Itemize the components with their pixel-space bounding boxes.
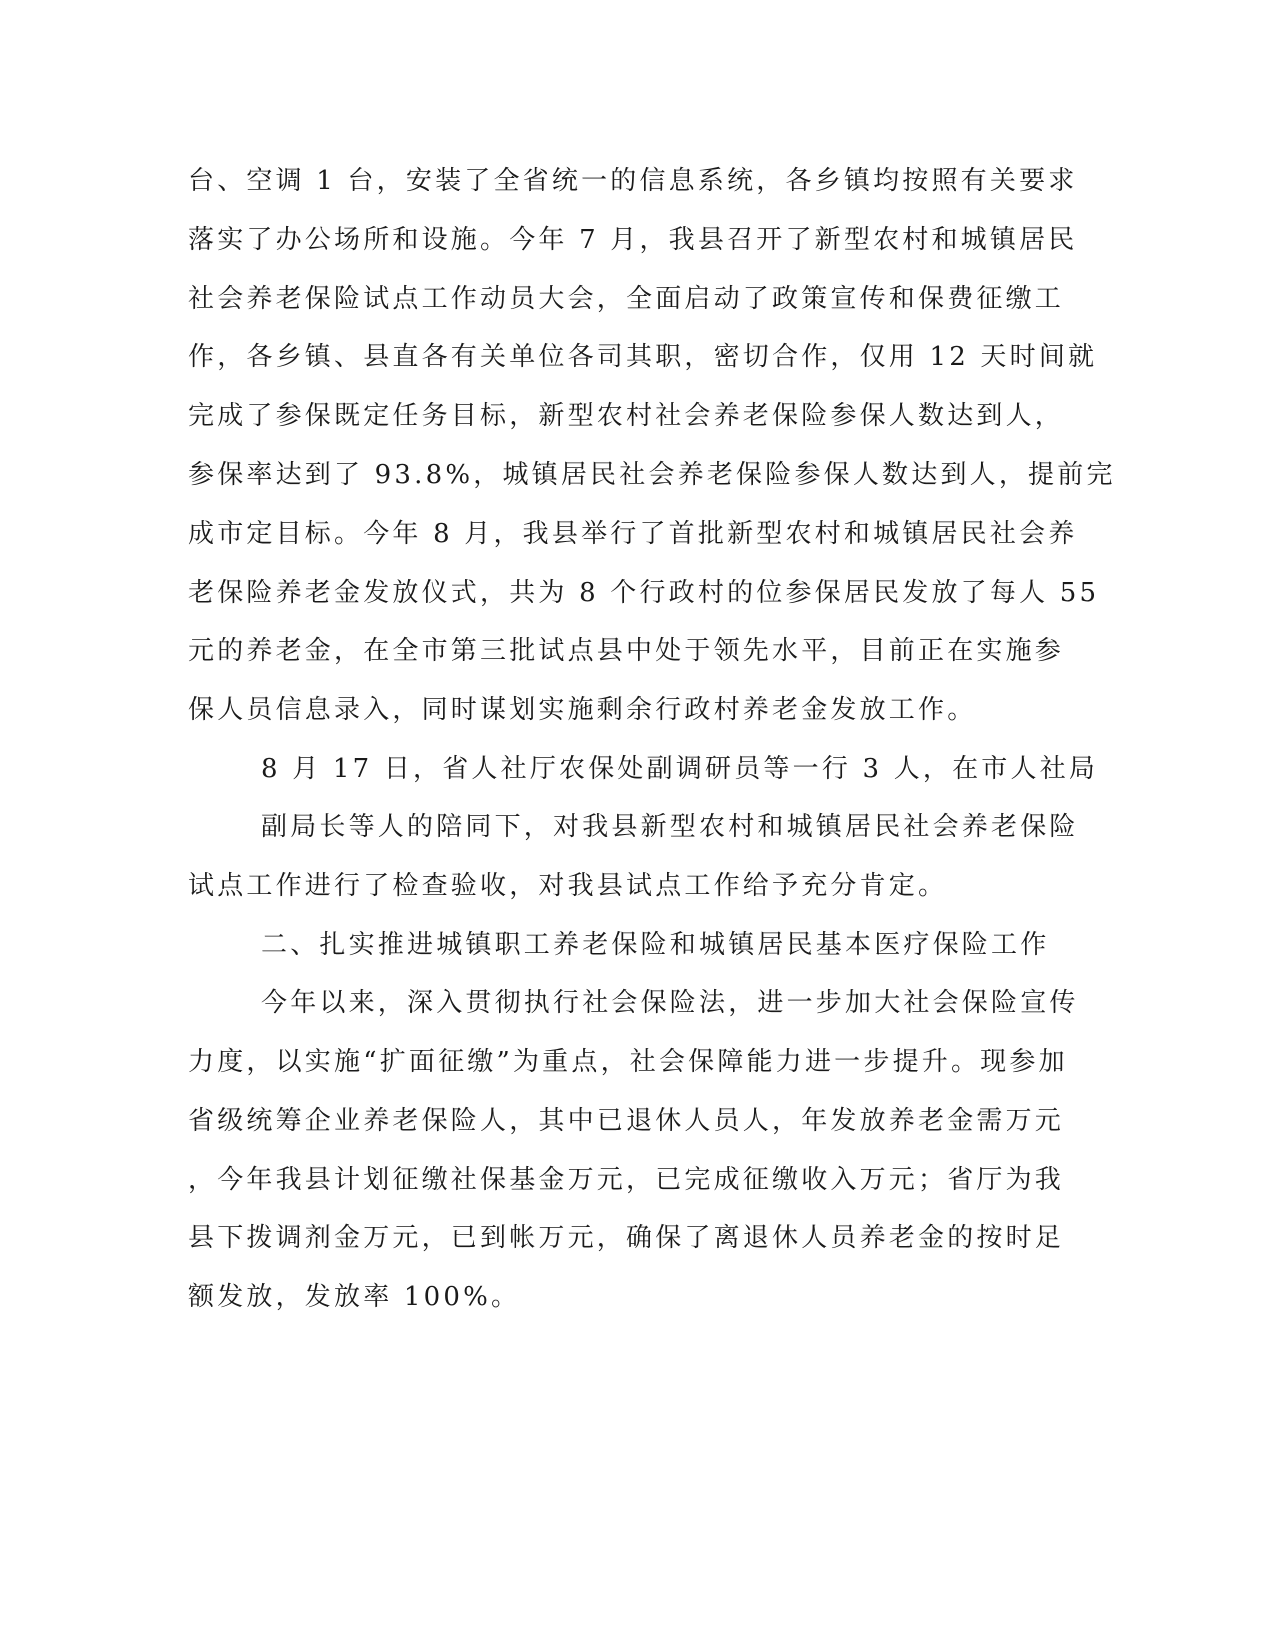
text-line: 台、空调 1 台，安装了全省统一的信息系统，各乡镇均按照有关要求 <box>188 166 1078 196</box>
text-line: 作，各乡镇、县直各有关单位各司其职，密切合作，仅用 12 天时间就 <box>188 342 1098 372</box>
text-line: 参保率达到了 93.8%，城镇居民社会养老保险参保人数达到人，提前完 <box>188 460 1116 490</box>
text-line: 副局长等人的陪同下，对我县新型农村和城镇居民社会养老保险 <box>261 812 1079 842</box>
text-line: 力度，以实施“扩面征缴”为重点，社会保障能力进一步提升。现参加 <box>188 1047 1068 1077</box>
text-line: 县下拨调剂金万元，已到帐万元，确保了离退休人员养老金的按时足 <box>188 1223 1065 1253</box>
text-line: ，今年我县计划征缴社保基金万元，已完成征缴收入万元；省厅为我 <box>188 1165 1065 1195</box>
text-line: 今年以来，深入贯彻执行社会保险法，进一步加大社会保险宣传 <box>261 988 1079 1018</box>
section-heading: 二、扎实推进城镇职工养老保险和城镇居民基本医疗保险工作 <box>261 930 1050 960</box>
text-line: 省级统筹企业养老保险人，其中已退休人员人，年发放养老金需万元 <box>188 1106 1065 1136</box>
text-line: 试点工作进行了检查验收，对我县试点工作给予充分肯定。 <box>188 871 948 901</box>
text-line: 老保险养老金发放仪式，共为 8 个行政村的位参保居民发放了每人 55 <box>188 578 1100 608</box>
text-line: 社会养老保险试点工作动员大会，全面启动了政策宣传和保费征缴工 <box>188 284 1065 314</box>
text-line: 完成了参保既定任务目标，新型农村社会养老保险参保人数达到人， <box>188 401 1065 431</box>
text-line: 元的养老金，在全市第三批试点县中处于领先水平，目前正在实施参 <box>188 636 1065 666</box>
text-line: 落实了办公场所和设施。今年 7 月，我县召开了新型农村和城镇居民 <box>188 225 1078 255</box>
text-line: 8 月 17 日，省人社厅农保处副调研员等一行 3 人，在市人社局 <box>261 754 1099 784</box>
text-line: 保人员信息录入，同时谋划实施剩余行政村养老金发放工作。 <box>188 695 977 725</box>
text-line: 额发放，发放率 100%。 <box>188 1282 521 1312</box>
text-line: 成市定目标。今年 8 月，我县举行了首批新型农村和城镇居民社会养 <box>188 519 1078 549</box>
